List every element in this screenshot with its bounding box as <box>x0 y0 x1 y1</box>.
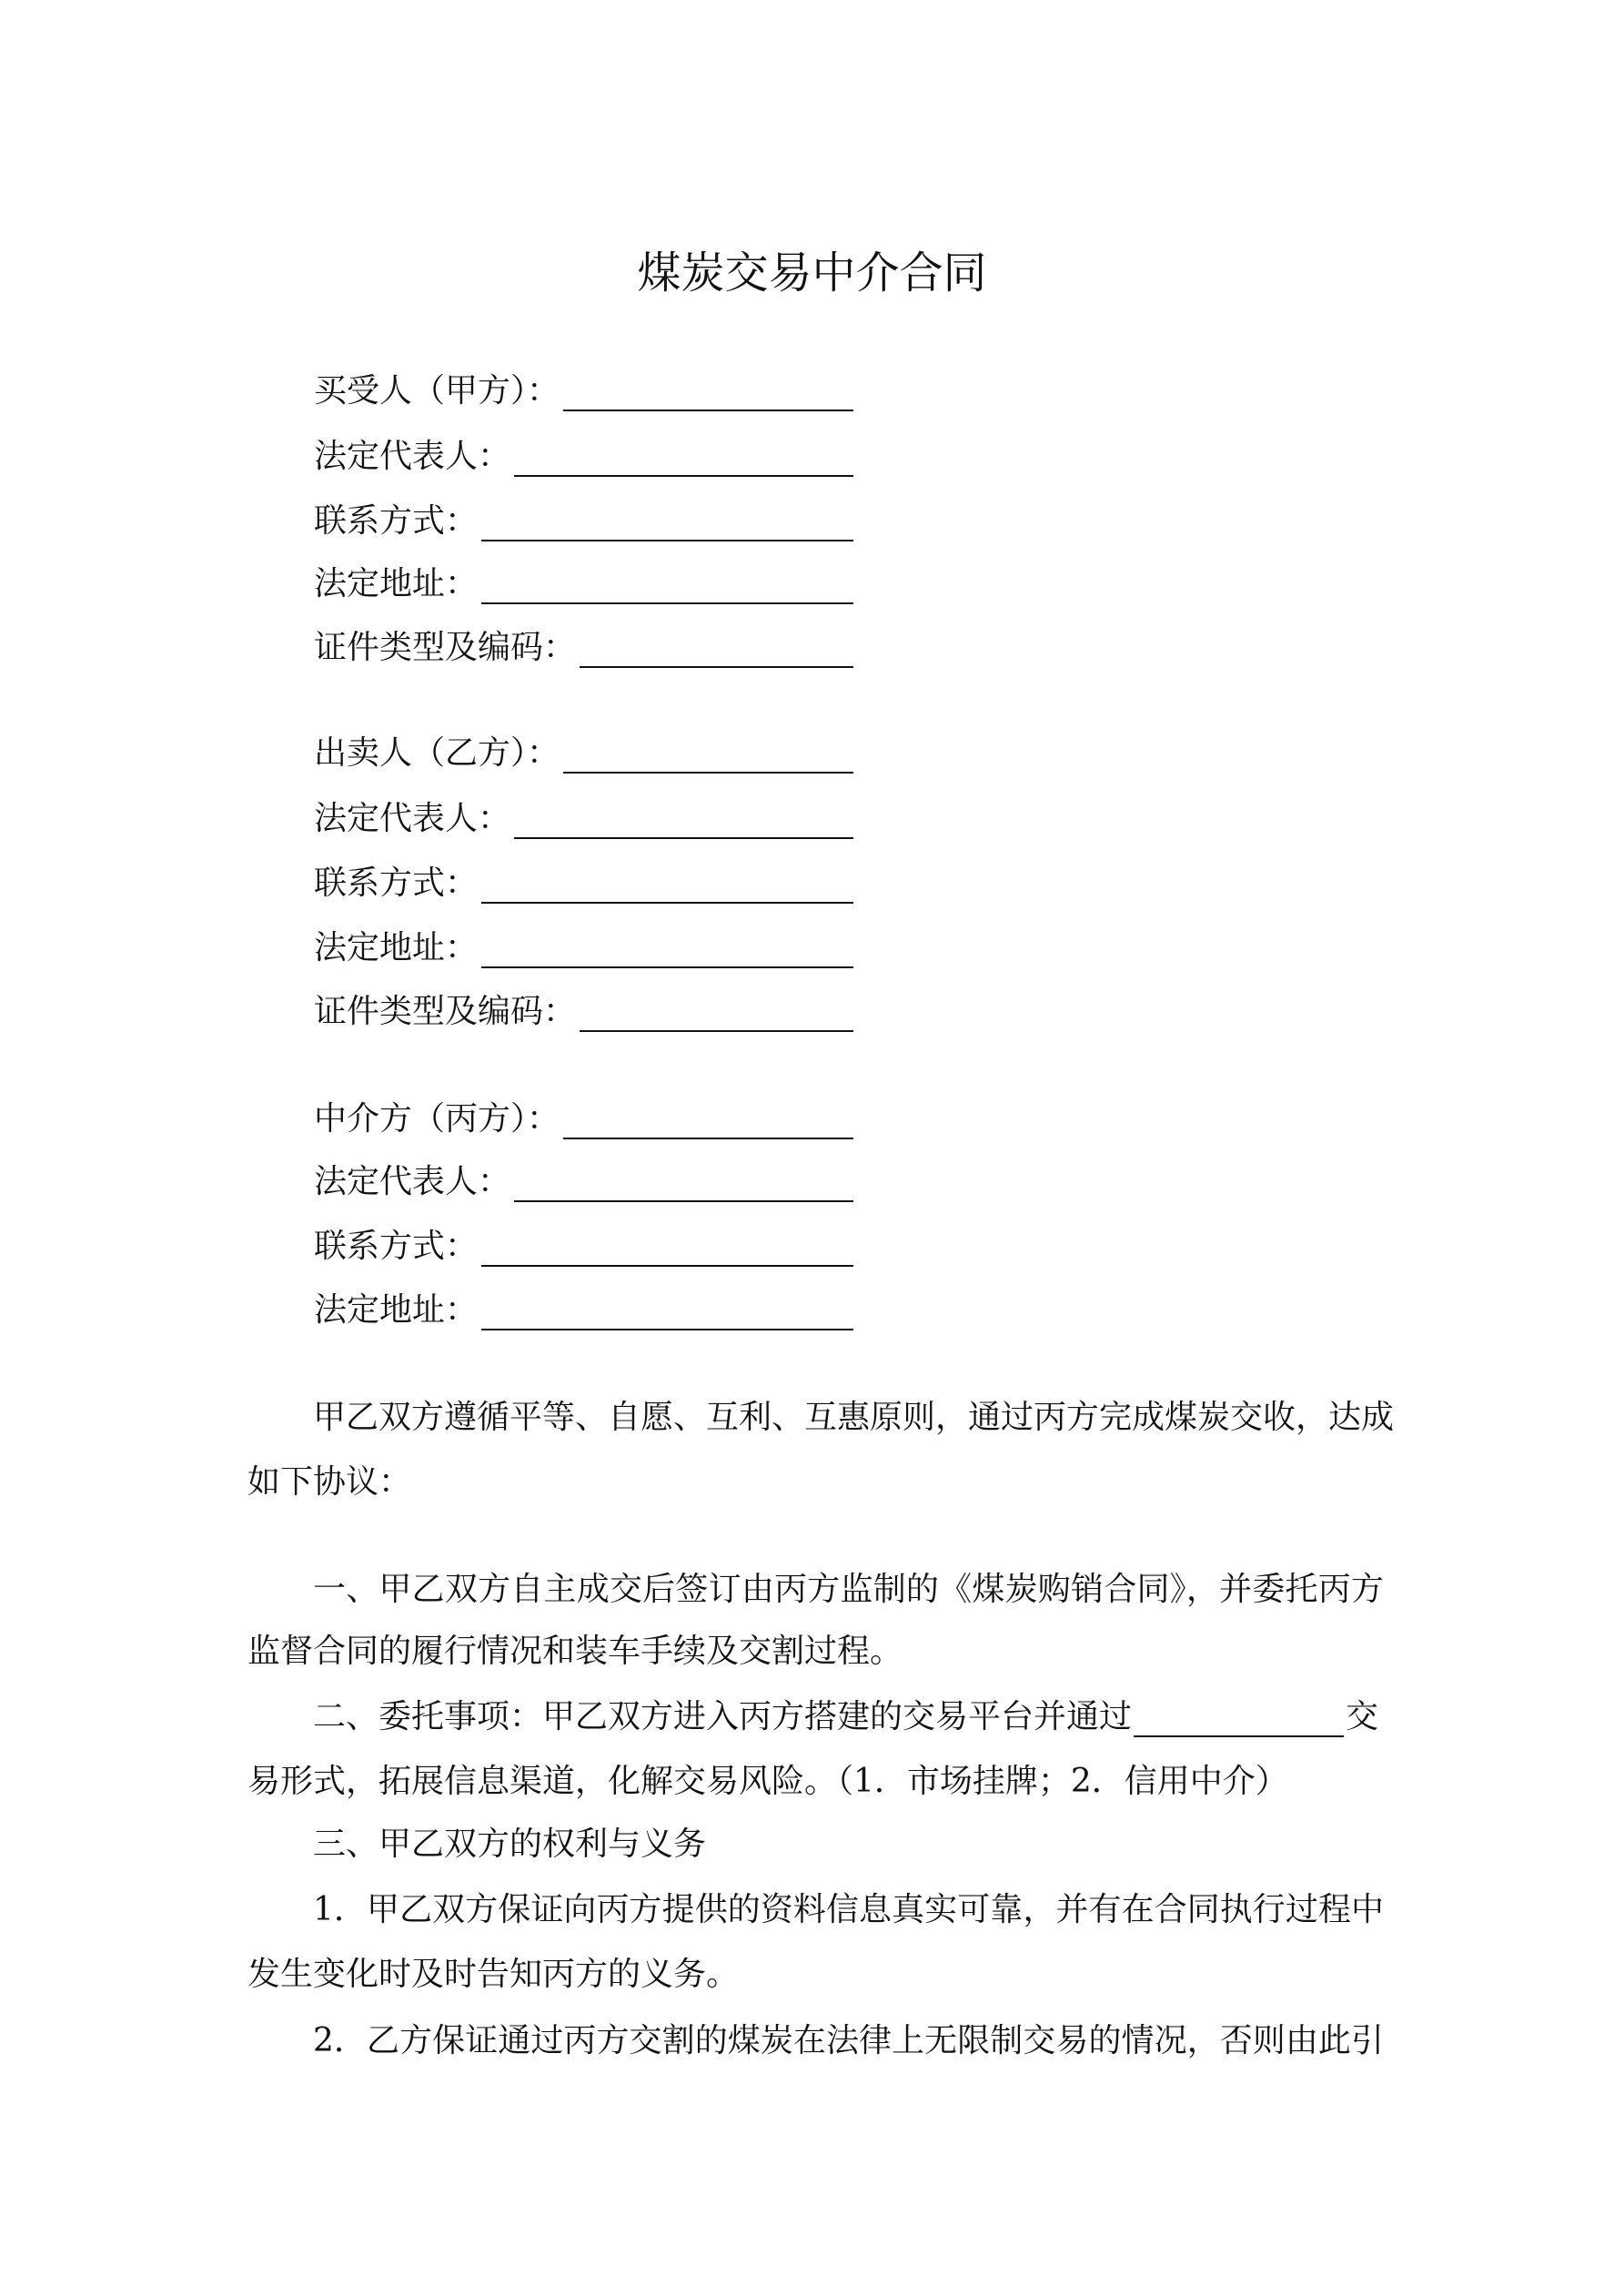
clause-2-line <box>247 1697 1384 1737</box>
field-label: 联系方式： <box>314 865 479 902</box>
blank-line <box>481 505 853 541</box>
clause-3-heading: 三、甲乙双方的权利与义务 <box>313 1826 707 1863</box>
buyer-id-field <box>314 628 853 668</box>
clause-2-line: 易形式，拓展信息渠道，化解交易风险。（1．市场挂牌；2．信用中介） <box>247 1763 1288 1800</box>
field-label: 证件类型及编码： <box>314 993 577 1030</box>
item-2-line: 2．乙方保证通过丙方交割的煤炭在法律上无限制交易的情况，否则由此引 <box>313 2022 1384 2059</box>
blank-line <box>563 1103 853 1139</box>
field-label: 法定代表人： <box>314 800 511 837</box>
blank-line <box>481 568 853 604</box>
field-label: 证件类型及编码： <box>314 629 577 666</box>
field-label: 法定地址： <box>314 929 479 966</box>
agent-name-field <box>314 1099 853 1139</box>
item-1-line: 发生变化时及时告知丙方的义务。 <box>247 1956 740 1993</box>
agent-address-field <box>314 1290 853 1330</box>
field-label: 出卖人（乙方）： <box>314 734 560 772</box>
field-label: 中介方（丙方）： <box>314 1100 560 1138</box>
field-label: 法定地址： <box>314 1291 479 1329</box>
blank-line <box>514 803 853 839</box>
blank-line <box>514 440 853 477</box>
field-label: 买受人（甲方）： <box>314 372 560 410</box>
field-label: 法定代表人： <box>314 438 511 475</box>
item-1-line: 1．甲乙双方保证向丙方提供的资料信息真实可靠，并有在合同执行过程中 <box>313 1891 1384 1928</box>
buyer-contact-field <box>314 501 853 541</box>
seller-id-field <box>314 992 853 1032</box>
document-title: 煤炭交易中介合同 <box>637 248 987 298</box>
clause-2-text: 二、委托事项：甲乙双方进入丙方搭建的交易平台并通过 <box>313 1698 1133 1735</box>
blank-line <box>563 375 853 411</box>
intro-paragraph-line: 甲乙双方遵循平等、自愿、互利、互惠原则，通过丙方完成煤炭交收，达成 <box>313 1399 1395 1436</box>
blank-line <box>563 737 853 774</box>
trade-form-blank <box>1134 1701 1344 1737</box>
seller-representative-field <box>314 799 853 839</box>
blank-line <box>580 996 853 1032</box>
blank-line <box>580 632 853 668</box>
blank-line <box>481 1294 853 1330</box>
agent-contact-field <box>314 1227 853 1267</box>
blank-line <box>514 1166 853 1202</box>
field-label: 法定地址： <box>314 565 479 602</box>
agent-representative-field <box>314 1162 853 1202</box>
blank-line <box>481 932 853 968</box>
buyer-address-field <box>314 564 853 604</box>
clause-2-text-end: 交 <box>1346 1698 1379 1735</box>
buyer-name-field <box>314 371 853 411</box>
seller-address-field <box>314 928 853 968</box>
blank-line <box>481 1230 853 1267</box>
seller-name-field <box>314 733 853 774</box>
intro-paragraph-line: 如下协议： <box>247 1463 412 1501</box>
buyer-representative-field <box>314 437 853 477</box>
seller-contact-field <box>314 864 853 904</box>
blank-line <box>481 867 853 904</box>
clause-1-line: 监督合同的履行情况和装车手续及交割过程。 <box>247 1633 903 1670</box>
field-label: 法定代表人： <box>314 1163 511 1200</box>
clause-1-line: 一、甲乙双方自主成交后签订由丙方监制的《煤炭购销合同》，并委托丙方 <box>313 1571 1384 1608</box>
field-label: 联系方式： <box>314 502 479 540</box>
field-label: 联系方式： <box>314 1228 479 1265</box>
